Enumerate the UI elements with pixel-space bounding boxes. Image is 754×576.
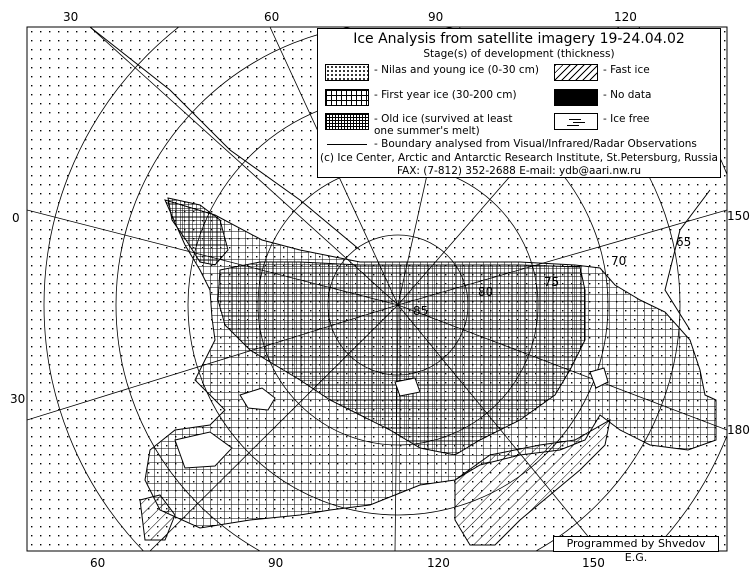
legend-item-first-year <box>325 89 517 106</box>
legend-item-boundary <box>325 138 697 150</box>
legend-credit: (c) Ice Center, Arctic and Antarctic Research Institute, St.Petersburg, Russia <box>320 152 718 164</box>
lat-label-85: 85 <box>413 304 429 318</box>
ice-free-swatch <box>554 113 598 130</box>
boundary-label: - Boundary analysed from Visual/Infrared/Radar Observations <box>374 138 697 150</box>
first-year-label: - First year ice (30-200 cm) <box>374 89 517 101</box>
top-tick-60: 60 <box>264 10 280 24</box>
top-tick-120: 120 <box>614 10 637 24</box>
bottom-tick-60: 60 <box>90 556 106 570</box>
lat-label-65: 65 <box>676 235 692 249</box>
fast-label: - Fast ice <box>603 64 650 76</box>
top-tick-30: 30 <box>63 10 79 24</box>
nilas-label: - Nilas and young ice (0-30 cm) <box>374 64 539 76</box>
left-tick-30: 30 <box>10 392 26 406</box>
right-tick-180: 180 <box>727 423 750 437</box>
lat-label-70: 70 <box>611 254 627 268</box>
bottom-tick-90: 90 <box>268 556 284 570</box>
fast-swatch <box>554 64 598 81</box>
first-year-swatch <box>325 89 369 106</box>
bottom-tick-150: 150 <box>582 556 605 570</box>
bottom-tick-120: 120 <box>427 556 450 570</box>
legend-item-ice-free <box>554 113 650 130</box>
lat-label-80: 80 <box>478 285 494 299</box>
programmed-by-box: Programmed by Shvedov E.G. <box>553 536 719 552</box>
right-tick-150: 150 <box>727 209 750 223</box>
legend-item-nilas <box>325 64 539 81</box>
left-tick-0: 0 <box>12 211 20 225</box>
legend-title: Ice Analysis from satellite imagery 19-24.04.02 <box>353 31 685 47</box>
lat-label-75: 75 <box>544 275 560 289</box>
no-data-label: - No data <box>603 89 652 101</box>
no-data-swatch <box>554 89 598 106</box>
ice-free-label: - Ice free <box>603 113 650 125</box>
legend-item-no-data <box>554 89 651 106</box>
old-label: - Old ice (survived at least one summer's melt) <box>374 113 513 137</box>
old-swatch <box>325 113 369 130</box>
legend-fax: FAX: (7-812) 352-2688 E-mail: ydb@aari.nw.ru <box>396 165 642 177</box>
nilas-swatch <box>325 64 369 81</box>
top-tick-90: 90 <box>428 10 444 24</box>
legend-item-fast <box>554 64 650 81</box>
legend-item-old <box>325 113 524 137</box>
legend-subtitle: Stage(s) of development (thickness) <box>423 48 615 60</box>
boundary-line-swatch <box>325 138 369 150</box>
legend-panel <box>317 28 721 178</box>
